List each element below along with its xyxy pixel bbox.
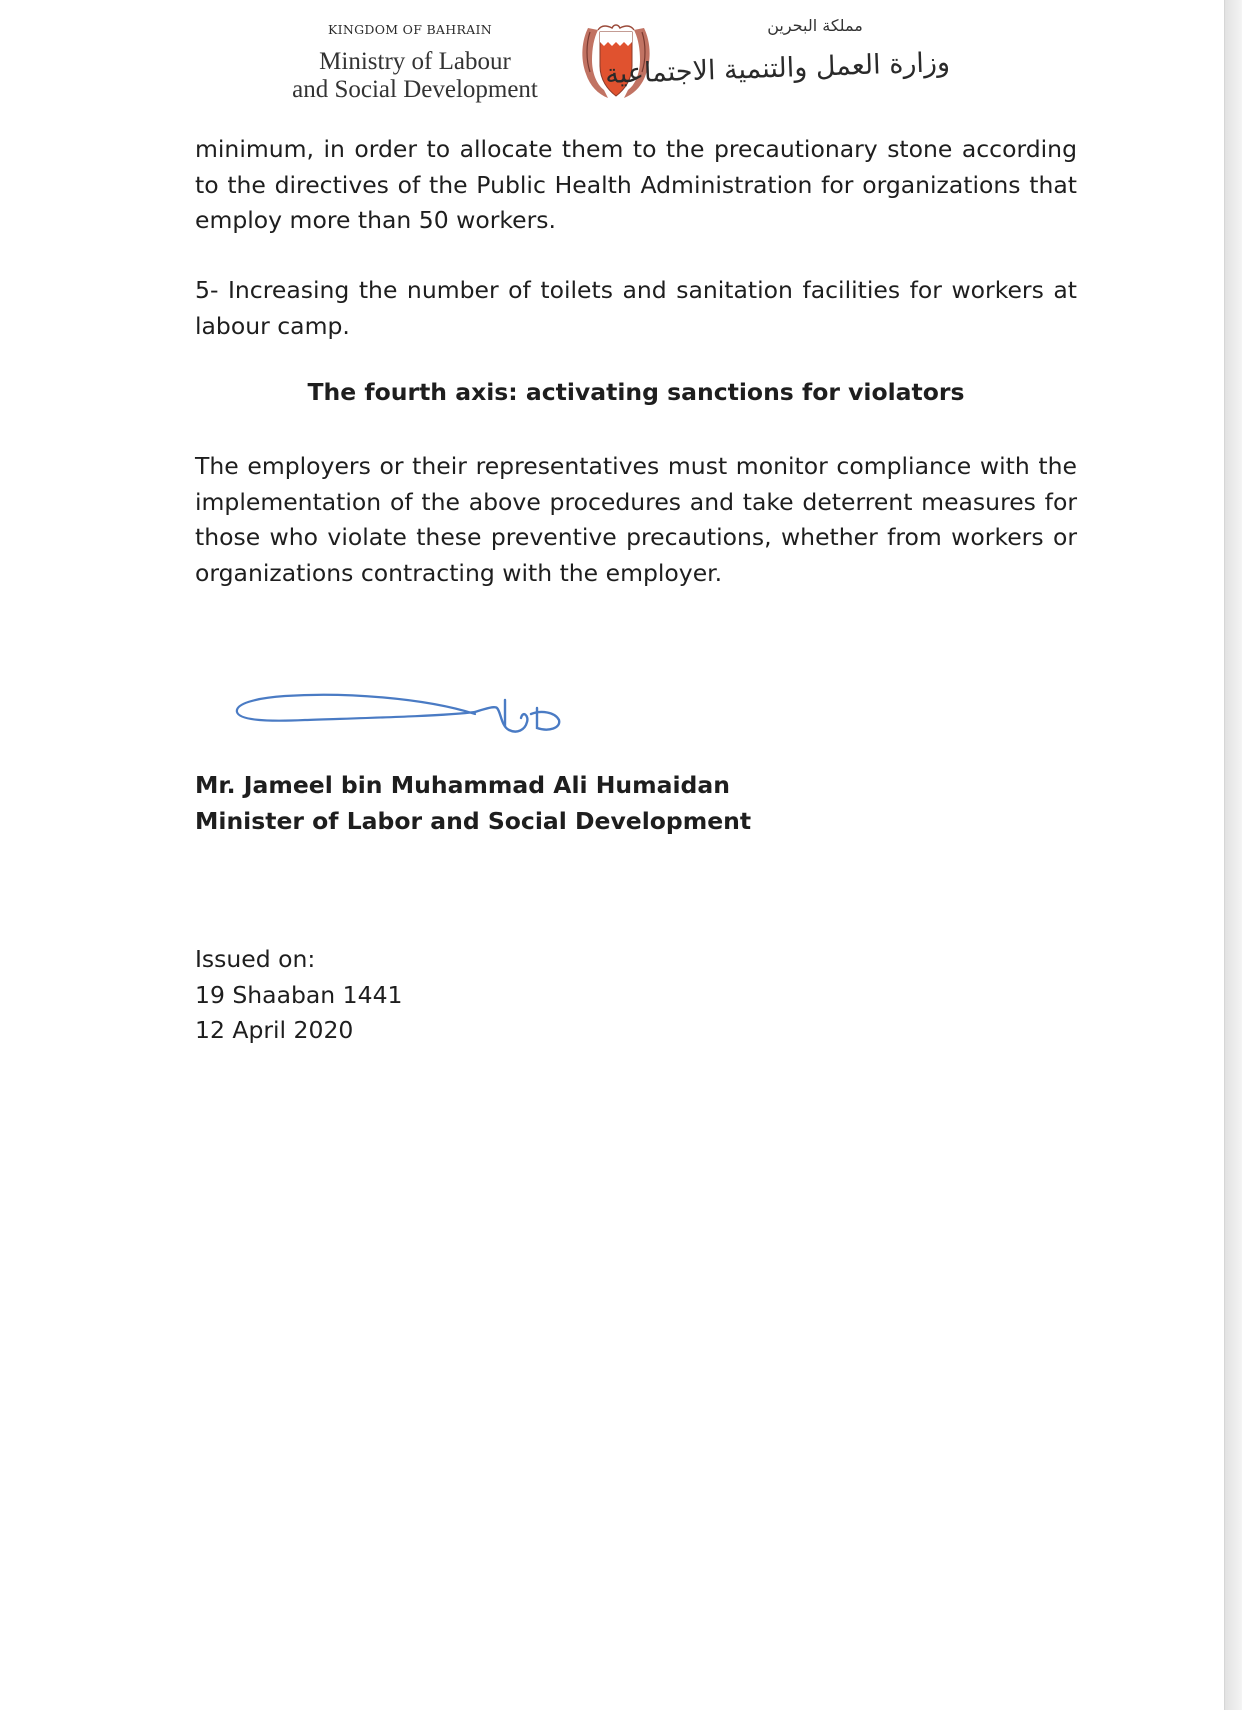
fourth-axis-paragraph: The employers or their representatives must monitor compliance with the implementation of the above procedures and take deterrent measures for those who violate these preventive precautions, whether from workers or organizations contracting with the employer. — [195, 452, 1077, 587]
ministry-name-english — [270, 48, 560, 104]
ministry-name-arabic: وزارة العمل والتنمية الاجتماعية — [604, 46, 951, 90]
kingdom-name-arabic: مملكة البحرين — [767, 16, 863, 35]
fourth-axis-heading: The fourth axis: activating sanctions for violators — [307, 378, 965, 406]
ministry-name-english-line1: Ministry of Labour — [319, 48, 511, 75]
issued-label: Issued on: — [195, 945, 316, 973]
kingdom-name-english: KINGDOM OF BAHRAIN — [328, 22, 492, 37]
signatory-name: Mr. Jameel bin Muhammad Ali Humaidan — [195, 771, 730, 799]
paragraph-continuation: minimum, in order to allocate them to the precautionary stone according to the directives of the Public Health Administration for organizations that employ more than 50 workers. — [195, 135, 1077, 234]
ministry-name-english-line2: and Social Development — [292, 76, 538, 103]
issued-hijri-date: 19 Shaaban 1441 — [195, 980, 403, 1009]
issued-block — [195, 942, 695, 1049]
minister-signature — [225, 678, 585, 758]
page-edge — [1225, 0, 1242, 1710]
item-5-paragraph: 5- Increasing the number of toilets and sanitation facilities for workers at labour camp. — [195, 276, 1077, 340]
signatory-title: Minister of Labor and Social Development — [195, 807, 752, 835]
issued-gregorian-date: 12 April 2020 — [195, 1016, 354, 1044]
signatory-block — [195, 767, 895, 839]
